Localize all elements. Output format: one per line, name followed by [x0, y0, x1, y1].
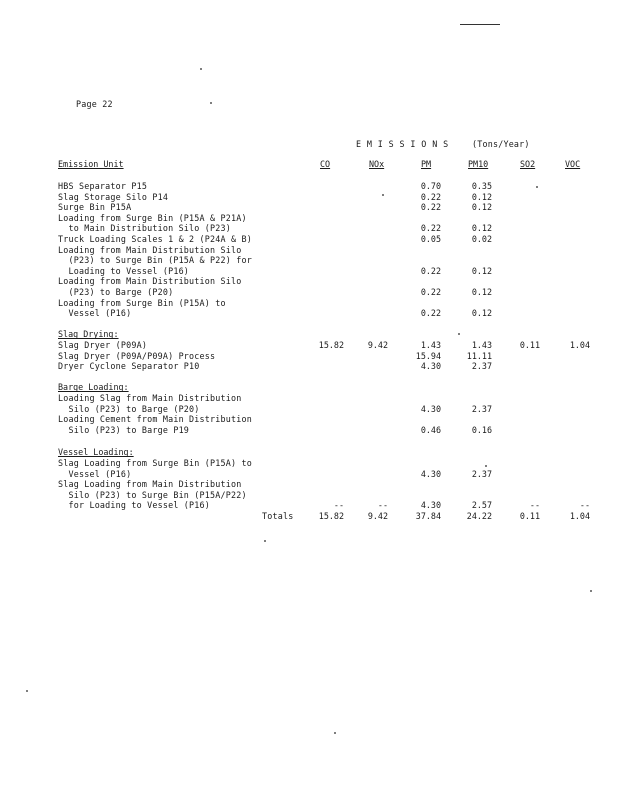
column-header-nox: NOx [369, 159, 385, 169]
table-cell-pm10: 0.02 [471, 234, 492, 244]
totals-cell-nox: 9.42 [367, 511, 388, 521]
table-row-label: Surge Bin P15A [58, 202, 132, 213]
table-cell-nox: 9.42 [367, 340, 388, 350]
scan-speck [536, 186, 538, 188]
table-cell-pm10: 0.12 [471, 308, 492, 319]
column-header-unit: Emission Unit [58, 159, 124, 169]
table-cell-pm10: 0.16 [471, 424, 492, 435]
table-row-label: Loading from Main Distribution Silo [58, 244, 242, 255]
table-row-label: Truck Loading Scales 1 & 2 (P24A & B) [58, 234, 252, 244]
section-heading: Barge Loading: [58, 382, 129, 393]
totals-cell-so2: 0.11 [519, 511, 540, 521]
table-cell-pm: 1.43 [420, 340, 441, 350]
table-cell-pm10: 11.11 [466, 350, 492, 361]
table-cell-pm10: 1.43 [471, 340, 492, 350]
table-row-label: for Loading to Vessel (P16) [58, 500, 211, 511]
emissions-title: E M I S S I O N S [356, 139, 449, 149]
table-row-label: Slag Dryer (P09A) [58, 340, 148, 350]
scan-speck [200, 68, 202, 70]
scan-speck [590, 590, 592, 592]
table-cell-pm10: 2.37 [471, 468, 492, 479]
totals-cell-co: 15.82 [318, 511, 344, 521]
table-row-label: Slag Loading from Main Distribution [58, 479, 242, 490]
column-header-so2: SO2 [520, 159, 536, 169]
scan-speck [334, 732, 336, 734]
section-heading: Vessel Loading: [58, 447, 134, 458]
table-row-label: Loading to Vessel (P16) [58, 265, 190, 276]
table-row-label: (P23) to Barge (P20) [58, 287, 174, 297]
scan-speck [210, 102, 212, 104]
table-row-label: Loading from Surge Bin (P15A) to [58, 297, 226, 308]
scan-speck [458, 333, 460, 335]
table-cell-pm: 4.30 [420, 361, 441, 372]
column-header-pm10: PM10 [468, 159, 489, 169]
column-header-co: CO [320, 159, 331, 169]
table-cell-pm: 15.94 [415, 350, 441, 361]
section-heading: Slag Drying: [58, 329, 119, 340]
table-row-label: to Main Distribution Silo (P23) [58, 223, 231, 234]
table-cell-pm: 0.22 [420, 287, 441, 297]
table-row-label: (P23) to Surge Bin (P15A & P22) for [58, 255, 252, 266]
table-cell-pm10: 2.57 [471, 500, 492, 511]
page-label: Page 22 [76, 99, 113, 109]
table-cell-pm10: 0.12 [471, 287, 492, 297]
table-cell-co: 15.82 [318, 340, 344, 350]
table-cell-nox: -- [377, 500, 388, 511]
table-row-label: Loading Slag from Main Distribution [58, 393, 242, 403]
table-cell-so2: 0.11 [519, 340, 540, 350]
table-cell-so2: -- [529, 500, 540, 511]
table-row-label: Silo (P23) to Surge Bin (P15A/P22) [58, 489, 247, 500]
table-row-label: Loading from Main Distribution Silo [58, 276, 242, 287]
table-row-label: Silo (P23) to Barge P19 [58, 424, 190, 435]
table-cell-pm10: 0.12 [471, 191, 492, 202]
table-row-label: Silo (P23) to Barge (P20) [58, 403, 200, 414]
table-cell-pm: 0.22 [420, 265, 441, 276]
column-header-voc: VOC [565, 159, 581, 169]
totals-cell-pm: 37.84 [415, 511, 441, 521]
table-row-label: Vessel (P16) [58, 308, 132, 319]
totals-cell-voc: 1.04 [569, 511, 590, 521]
table-cell-pm: 0.70 [420, 181, 441, 191]
scan-speck [485, 465, 487, 467]
scan-speck [382, 194, 384, 196]
table-cell-pm: 4.30 [420, 468, 441, 479]
table-cell-pm10: 2.37 [471, 403, 492, 414]
table-cell-co: -- [333, 500, 344, 511]
column-header-pm: PM [421, 159, 432, 169]
table-row-label: Slag Loading from Surge Bin (P15A) to [58, 458, 252, 468]
table-cell-pm: 4.30 [420, 403, 441, 414]
table-cell-pm10: 0.35 [471, 181, 492, 191]
table-cell-pm10: 0.12 [471, 202, 492, 213]
table-cell-pm: 0.22 [420, 223, 441, 234]
table-cell-pm: 4.30 [420, 500, 441, 511]
scan-speck [264, 540, 266, 542]
table-cell-pm: 0.46 [420, 424, 441, 435]
table-cell-pm: 0.22 [420, 191, 441, 202]
table-row-label: Loading Cement from Main Distribution [58, 414, 252, 425]
table-row-label: Vessel (P16) [58, 468, 132, 479]
table-row-label: Loading from Surge Bin (P15A & P21A) [58, 212, 247, 223]
totals-label: Totals [262, 511, 294, 521]
header-rule [460, 24, 500, 25]
table-cell-pm: 0.22 [420, 202, 441, 213]
table-cell-pm10: 0.12 [471, 265, 492, 276]
table-cell-voc: -- [579, 500, 590, 511]
emissions-units: (Tons/Year) [472, 139, 530, 149]
totals-cell-pm10: 24.22 [466, 511, 492, 521]
table-cell-voc: 1.04 [569, 340, 590, 350]
table-cell-pm: 0.05 [420, 234, 441, 244]
table-row-label: HBS Separator P15 [58, 181, 148, 191]
table-row-label: Slag Dryer (P09A/P09A) Process [58, 350, 216, 361]
scan-speck [26, 690, 28, 692]
table-row-label: Slag Storage Silo P14 [58, 191, 169, 202]
table-row-label: Dryer Cyclone Separator P10 [58, 361, 200, 372]
table-cell-pm10: 0.12 [471, 223, 492, 234]
table-cell-pm10: 2.37 [471, 361, 492, 372]
table-cell-pm: 0.22 [420, 308, 441, 319]
